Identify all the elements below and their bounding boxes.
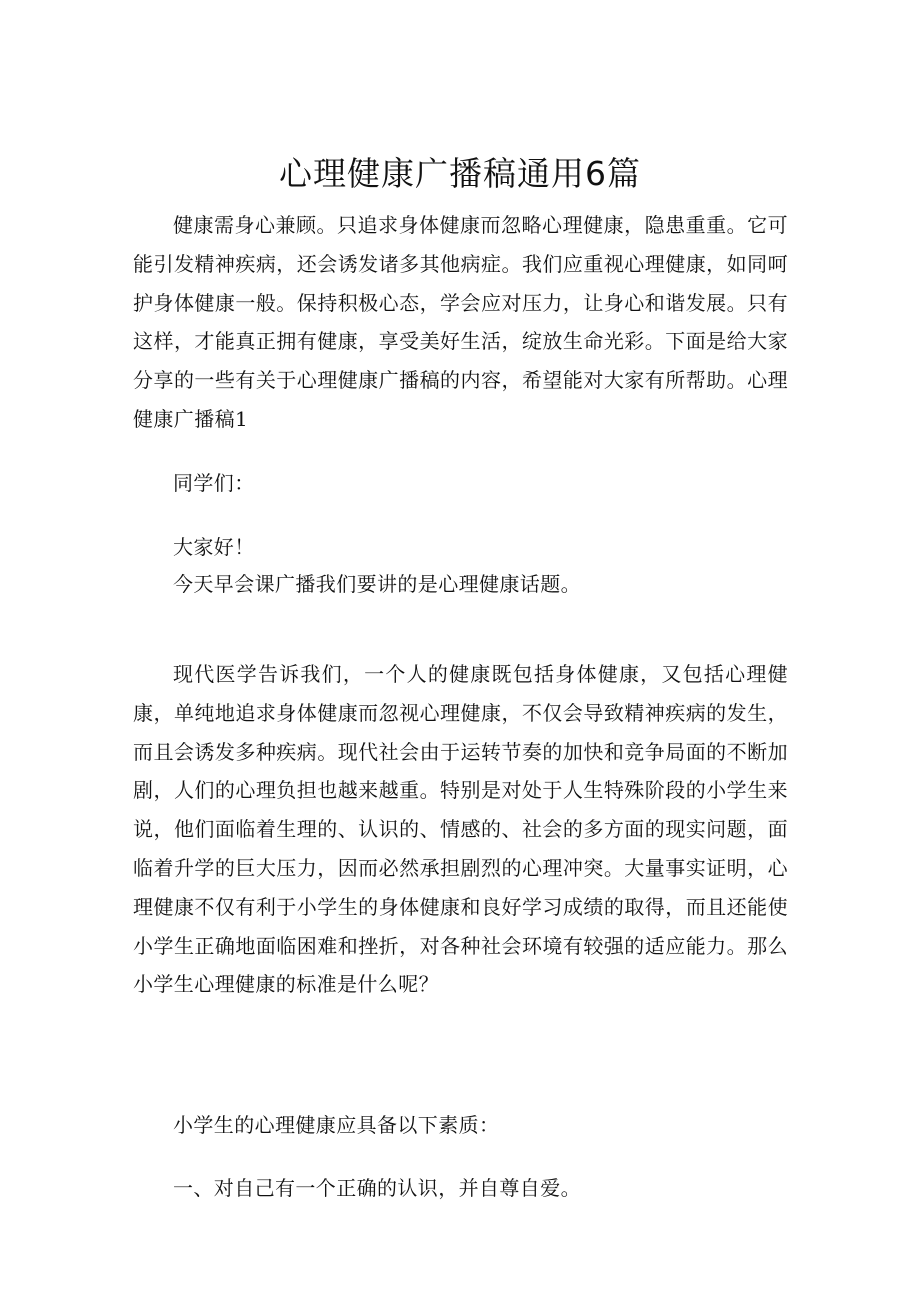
document-title: 心理健康广播稿通用6篇 — [279, 154, 641, 193]
greeting-classmates: 同学们： — [173, 471, 255, 495]
quality-one-paragraph: 一、对自己有一个正确的认识，并自尊自爱。 — [173, 1176, 581, 1200]
today-topic-paragraph: 今天早会课广播我们要讲的是心理健康话题。 — [173, 572, 581, 596]
greeting-hello: 大家好！ — [173, 535, 255, 559]
qualities-intro-paragraph: 小学生的心理健康应具备以下素质： — [173, 1113, 500, 1137]
modern-medicine-paragraph: 现代医学告诉我们，一个人的健康既包括身体健康，又包括心理健康，单纯地追求身体健康而忽视心理健康，不仅会导致精神疾病的发生，而且会诱发多种疾病。现代社会由于运转节奏的加快和竞争局面的不断加剧，人们的心理负担也越来越重。特别是对处于人生特殊阶段的小学生来说，他们面临着生理的、认识的、情感的、社会的多方面的现实问题，面临着升学的巨大压力，因而必然承担剧烈的心理冲突。大量事实证明，心理健康不仅有利于小学生的身体健康和良好学习成绩的取得，而且还能使小学生正确地面临困难和挫折，对各种社会环境有较强的适应能力。那么小学生心理健康的标准是什么呢？ — [133, 662, 788, 997]
intro-paragraph: 健康需身心兼顾。只追求身体健康而忽略心理健康，隐患重重。它可能引发精神疾病，还会诱发诸多其他病症。我们应重视心理健康，如同呵护身体健康一般。保持积极心态，学会应对压力，让身心和谐发展。只有这样，才能真正拥有健康，享受美好生活，绽放生命光彩。下面是给大家分享的一些有关于心理健康广播稿的内容，希望能对大家有所帮助。心理健康广播稿1 — [133, 213, 788, 431]
